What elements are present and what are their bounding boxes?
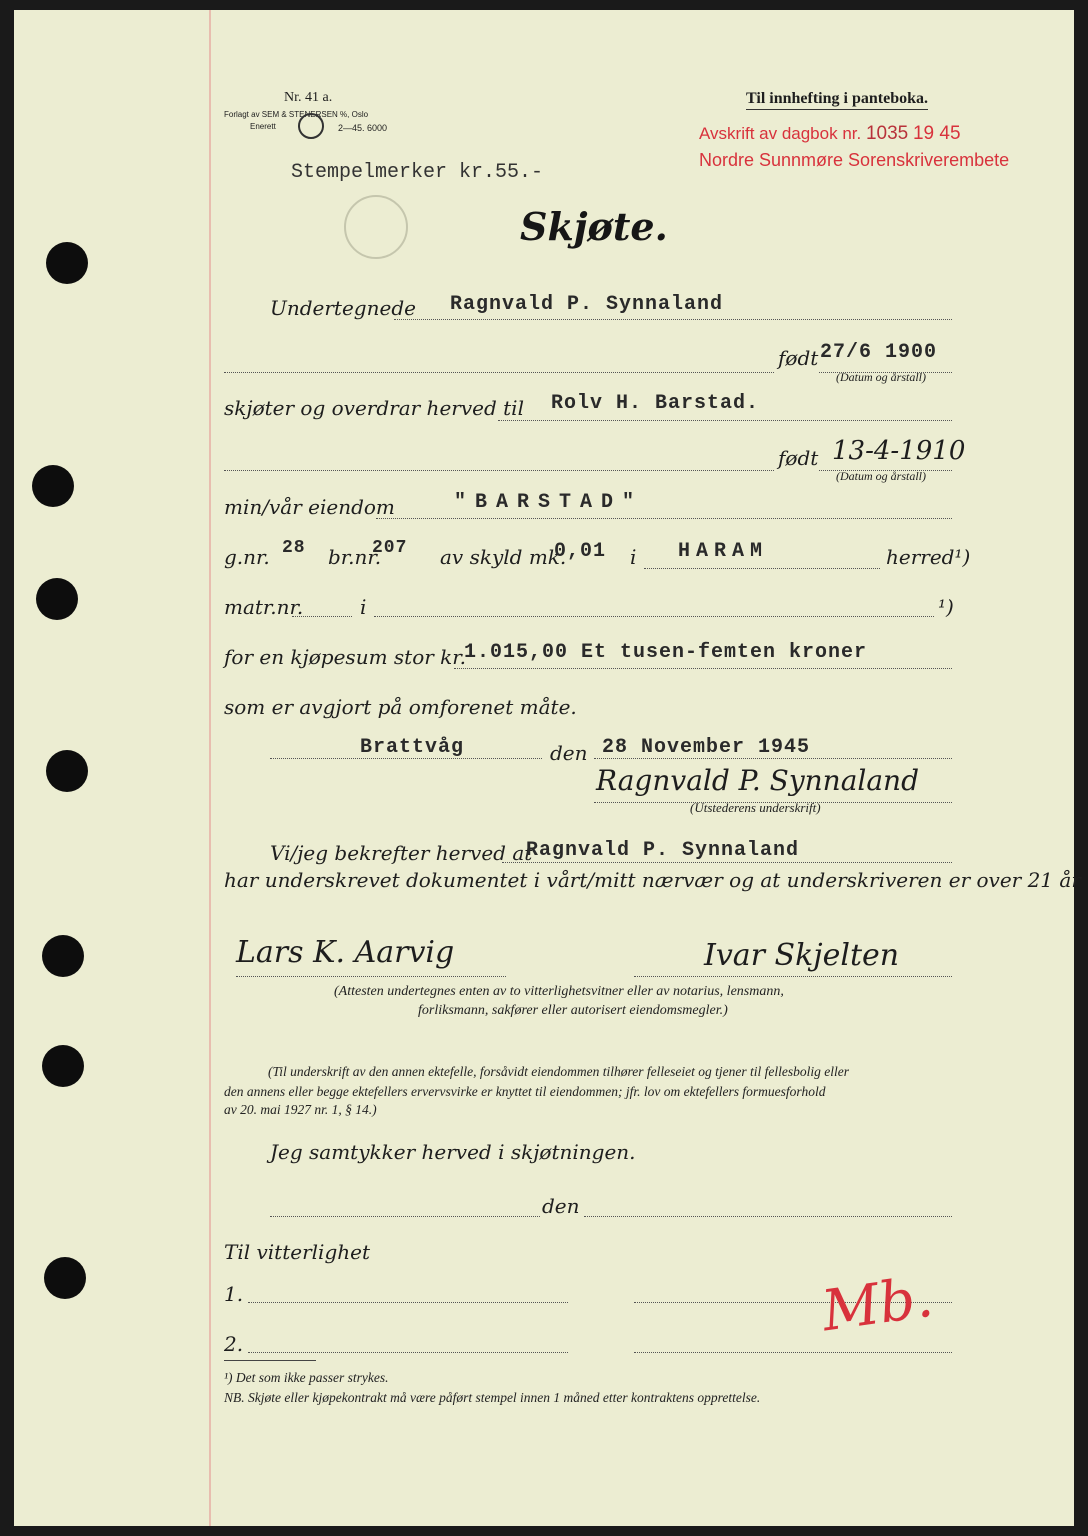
dotted-line [394, 319, 952, 320]
footnote-divider [224, 1360, 316, 1361]
dotted-line [376, 518, 952, 519]
dotted-line [374, 616, 934, 617]
punch-hole [42, 935, 84, 977]
dotted-line [454, 668, 952, 669]
dotted-line [248, 1352, 568, 1353]
spouse-note: den annens eller begge ektefellers ervervsvirke er knyttet til eiendommen; jfr. lov om ektefellers formuesforhold [224, 1084, 826, 1099]
skyld-label: av skyld mk. [440, 545, 567, 569]
attest-note: forliksmann, sakfører eller autorisert eiendomsmegler.) [418, 1003, 728, 1018]
datum-caption: (Datum og årstall) [836, 469, 926, 483]
margin-line [209, 10, 211, 1526]
brnr-value: 207 [372, 538, 408, 558]
i-label: i [630, 545, 637, 569]
punch-hole [44, 1257, 86, 1299]
eiendom-label: min/vår eiendom [224, 495, 395, 519]
matr-i-label: i [360, 595, 367, 619]
faint-stamp [344, 195, 408, 259]
kjopesum-value: 1.015,00 Et tusen-femten kroner [464, 641, 868, 664]
gnr-label: g.nr. [224, 545, 270, 569]
bekrefter-label: Vi/jeg bekrefter herved at [270, 841, 533, 865]
punch-hole [32, 465, 74, 507]
seller-name: Ragnvald P. Synnaland [450, 293, 724, 316]
seller-birth: 27/6 1900 [820, 341, 938, 364]
dotted-line [634, 976, 952, 977]
publisher-line: Forlagt av SEM & STENERSEN %, Oslo [224, 110, 369, 119]
den-label: den [550, 741, 588, 765]
dotted-line [236, 976, 506, 977]
spouse-note: (Til underskrift av den annen ektefelle, forsåvidt eiendommen tilhører felleseiet og tjener til fellesbolig eller [268, 1064, 849, 1079]
witness2-signature: Ivar Skjelten [704, 938, 900, 973]
dotted-line [270, 1216, 540, 1217]
dotted-line [644, 568, 880, 569]
diary-stamp [699, 123, 961, 145]
spouse-note: av 20. mai 1927 nr. 1, § 14.) [224, 1102, 377, 1117]
publisher-logo-icon [298, 113, 324, 139]
issuer-signature: Ragnvald P. Synnaland [596, 764, 919, 797]
panteboka-label: Til innhefting i panteboka. [746, 90, 928, 110]
fodt-label: født [778, 346, 819, 370]
footnote: ¹) Det som ikke passer strykes. [224, 1370, 389, 1385]
dotted-line [498, 420, 952, 421]
dotted-line [224, 470, 774, 471]
skjoter-label: skjøter og overdrar herved til [224, 396, 524, 420]
witness1-signature: Lars K. Aarvig [236, 935, 455, 970]
buyer-name: Rolv H. Barstad. [551, 392, 760, 415]
herred-label: herred¹) [886, 545, 971, 569]
gnr-value: 28 [282, 538, 306, 558]
stempelmerker: Stempelmerker kr.55.- [291, 161, 544, 184]
document-title: Skjøte. [520, 204, 668, 249]
undertegnede-label: Undertegnede [270, 296, 416, 320]
publisher-line: 2—45. 6000 [338, 123, 388, 133]
form-number: Nr. 41 a. [284, 90, 333, 105]
punch-hole [36, 578, 78, 620]
dotted-line [584, 1216, 952, 1217]
datum-caption: (Datum og årstall) [836, 370, 926, 384]
dotted-line [248, 1302, 568, 1303]
court-stamp: Nordre Sunnmøre Sorenskriverembete [699, 150, 1010, 170]
herred-value: HARAM [678, 540, 769, 563]
witness-number: 1. [224, 1282, 244, 1306]
skyld-value: 0,01 [554, 540, 607, 563]
vitterlighet-label: Til vitterlighet [224, 1240, 371, 1264]
samtykker-text: Jeg samtykker herved i skjøtningen. [270, 1140, 636, 1164]
underskrevet-text: har underskrevet dokumentet i vårt/mitt nærvær og at underskriveren er over 21 år [224, 868, 1081, 892]
place: Brattvåg [360, 736, 465, 759]
attest-note: (Attesten undertegnes enten av to vitterlighetsvitner eller av notarius, lensmann, [334, 984, 784, 999]
punch-hole [42, 1045, 84, 1087]
property-name: "BARSTAD" [454, 491, 644, 514]
dotted-line [292, 616, 352, 617]
fodt-label: født [778, 446, 819, 470]
dotted-line [502, 862, 952, 863]
issuer-caption: (Utstederens underskrift) [690, 800, 821, 815]
kjopesum-label: for en kjøpesum stor kr. [224, 645, 467, 669]
witness-number: 2. [224, 1332, 244, 1356]
publisher-line: Enerett [250, 122, 276, 131]
matr-label: matr.nr. [224, 595, 304, 619]
stamp-year: 19 45 [912, 123, 961, 144]
dotted-line [224, 372, 774, 373]
avgjort-text: som er avgjort på omforenet måte. [224, 695, 577, 719]
brnr-label: br.nr. [328, 545, 382, 569]
stamp-number: 1035 [865, 123, 909, 144]
matr-end: ¹) [938, 595, 954, 619]
den2-label: den [542, 1194, 580, 1218]
bekrefter-name: Ragnvald P. Synnaland [526, 839, 800, 862]
red-initials: Mb. [818, 1264, 937, 1345]
footnote: NB. Skjøte eller kjøpekontrakt må være påført stempel innen 1 måned etter kontraktens opprettelse. [224, 1390, 761, 1405]
buyer-birth: 13-4-1910 [832, 436, 966, 466]
date: 28 November 1945 [602, 736, 811, 759]
punch-hole [46, 750, 88, 792]
punch-hole [46, 242, 88, 284]
document-page [14, 10, 1081, 1526]
stamp-prefix: Avskrift av dagbok nr. [699, 124, 862, 143]
dotted-line [634, 1352, 952, 1353]
